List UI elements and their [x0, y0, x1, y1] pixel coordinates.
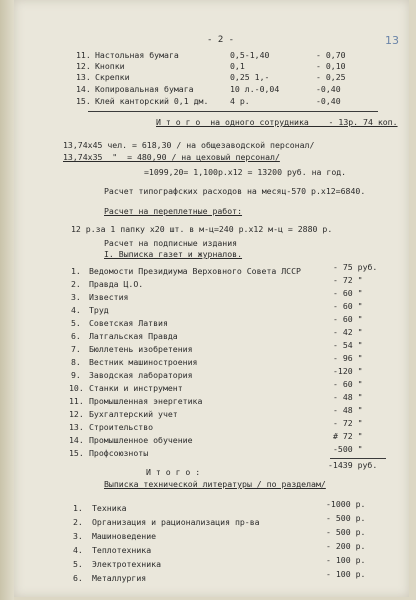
list-item-name: Латгальская Правда [89, 331, 178, 341]
list-item-number: 2. [73, 517, 83, 527]
list-item-price: - 96 " [333, 353, 363, 363]
row-value: -0,40 [316, 96, 341, 106]
list-item-number: 6. [73, 573, 83, 583]
list-item-name: Профсоюзноты [89, 448, 149, 458]
list-item-number: 10. [69, 383, 84, 393]
journals-total-amount: -1439 руб. [328, 460, 378, 470]
list-item-number: 3. [73, 531, 83, 541]
list-item-name: Правда Ц.О. [89, 279, 144, 289]
divider-line [88, 111, 378, 112]
row-number: 15. [76, 96, 91, 106]
row-value: - 0,10 [316, 61, 346, 71]
list-item-number: 2. [71, 279, 81, 289]
list-item-price: - 60 " [333, 314, 363, 324]
list-item-number: 7. [71, 344, 81, 354]
handwritten-page-number: 13 [385, 34, 399, 47]
list-item-number: 5. [71, 318, 81, 328]
row-item: Копировальная бумага [95, 84, 194, 94]
list-item-number: 13. [69, 422, 84, 432]
list-item-number: 3. [71, 292, 81, 302]
row-qty: 0,1 [230, 61, 245, 71]
list-item-price: - 60 " [333, 288, 363, 298]
section-subtitle: I. Выписка газет и журналов. [104, 249, 243, 259]
list-item-price: -120 " [333, 366, 363, 376]
list-item-name: Машиноведение [92, 531, 157, 541]
section-title: Расчет на подписные издания [104, 238, 238, 248]
row-value: - 0,25 [316, 72, 346, 82]
list-item-price: -1000 р. [326, 499, 366, 509]
row-number: 13. [76, 72, 91, 82]
row-value: -0,40 [316, 84, 341, 94]
list-item-name: Труд [89, 305, 109, 315]
list-item-number: 4. [73, 545, 83, 555]
calc-line: 13,74х45 чел. = 618,30 / на общезаводской персонал/ [63, 140, 315, 150]
list-item-price: - 60 " [333, 379, 363, 389]
list-item-price: - 72 " [333, 275, 363, 285]
list-item-number: 11. [69, 396, 84, 406]
row-number: 12. [76, 61, 91, 71]
list-item-price: - 500 р. [326, 513, 366, 523]
calc-line: 12 р.за 1 папку х20 шт. в м-ц=240 р.х12 м-ц = 2880 р. [71, 224, 333, 234]
list-item-name: Станки и инструмент [89, 383, 183, 393]
row-qty: 10 л.-0,04 [230, 84, 280, 94]
calc-line: Расчет на переплетные работ: [104, 206, 243, 216]
list-item-name: Заводская лаборатория [89, 370, 193, 380]
row-qty: 4 р. [230, 96, 250, 106]
list-item-name: Теплотехника [92, 545, 152, 555]
list-item-number: 12. [69, 409, 84, 419]
list-item-price: - 42 " [333, 327, 363, 337]
list-item-price: # 72 " [333, 431, 363, 441]
list-item-number: 1. [71, 266, 81, 276]
tech-literature-header: Выписка технической литературы / по разделам/ [104, 479, 326, 489]
list-item-name: Известия [89, 292, 129, 302]
calc-line: Расчет типографских расходов на месяц-570 р.х12=6840. [104, 186, 366, 196]
row-item: Настольная бумага [95, 50, 179, 60]
list-item-name: Промышленная энергетика [89, 396, 203, 406]
calc-line: =1099,20= 1,100р.х12 = 13200 руб. на год. [144, 167, 347, 177]
list-item-price: - 48 " [333, 392, 363, 402]
list-item-name: Электротехника [92, 559, 162, 569]
row-number: 14. [76, 84, 91, 94]
list-item-price: - 48 " [333, 405, 363, 415]
row-number: 11. [76, 50, 91, 60]
list-item-name: Бухгалтерский учет [89, 409, 178, 419]
total-per-employee: И т о г о на одного сотрудника - 13р. 74 коп. [156, 117, 398, 127]
list-item-number: 9. [71, 370, 81, 380]
list-item-name: Организация и рационализация пр-ва [92, 517, 260, 527]
row-value: - 0,70 [316, 50, 346, 60]
list-item-name: Бюллетень изобретения [89, 344, 193, 354]
list-item-price: - 200 р. [326, 541, 366, 551]
page-header-number: - 2 - [207, 35, 235, 45]
binder-edge [0, 0, 14, 600]
list-item-number: 4. [71, 305, 81, 315]
list-item-price: - 100 р. [326, 555, 366, 565]
row-item: Клей канторский 0,1 дм. [95, 96, 209, 106]
list-item-name: Советская Латвия [89, 318, 168, 328]
list-item-price: - 72 " [333, 418, 363, 428]
list-item-name: Промышленное обучение [89, 435, 193, 445]
row-item: Скрепки [95, 72, 130, 82]
sum-divider [330, 458, 386, 459]
row-qty: 0,25 1,- [230, 72, 270, 82]
list-item-name: Металлургия [92, 573, 147, 583]
row-item: Кнопки [95, 61, 125, 71]
list-item-number: 6. [71, 331, 81, 341]
journals-total-label: И т о г о : [146, 467, 201, 477]
list-item-price: - 500 р. [326, 527, 366, 537]
row-qty: 0,5-1,40 [230, 50, 270, 60]
list-item-price: - 100 р. [326, 569, 366, 579]
list-item-price: - 60 " [333, 301, 363, 311]
list-item-price: - 54 " [333, 340, 363, 350]
list-item-number: 14. [69, 435, 84, 445]
list-item-price: - 75 руб. [333, 262, 378, 272]
calc-line: 13,74х35 " = 480,90 / на цеховый персонал/ [63, 152, 280, 162]
list-item-number: 1. [73, 503, 83, 513]
list-item-price: -500 " [333, 444, 363, 454]
list-item-name: Ведомости Президиума Верховного Совета ЛССР [89, 266, 301, 276]
list-item-name: Строительство [89, 422, 154, 432]
list-item-name: Техника [92, 503, 127, 513]
list-item-name: Вестник машиностроения [89, 357, 198, 367]
list-item-number: 5. [73, 559, 83, 569]
list-item-number: 8. [71, 357, 81, 367]
list-item-number: 15. [69, 448, 84, 458]
